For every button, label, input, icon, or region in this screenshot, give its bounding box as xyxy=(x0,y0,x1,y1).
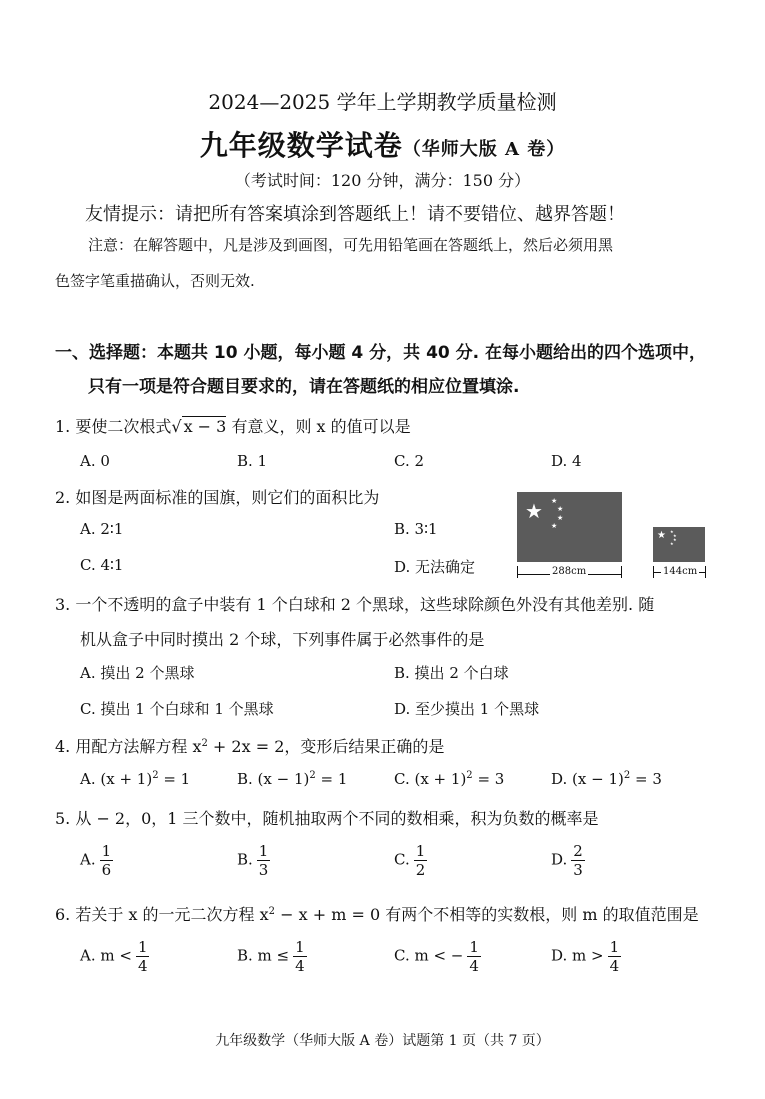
q2-option-b: B. 3∶1 xyxy=(394,520,438,538)
edition-label: （华师大版 A 卷） xyxy=(402,139,566,160)
q5-option-a: A. $\frac{1}{6}$ xyxy=(80,842,112,879)
q1-option-c: C. 2 xyxy=(394,452,425,470)
q3-option-c: C. 摸出 1 个白球和 1 个黑球 xyxy=(80,700,274,718)
q4-option-a: A. $(x + 1)^2 = 1$ xyxy=(80,770,191,788)
dimension-tick xyxy=(705,566,706,578)
q5-option-c: C. $\frac{1}{2}$ xyxy=(394,842,426,879)
flag-large xyxy=(517,492,622,562)
flag-large-width: 288cm xyxy=(552,566,587,577)
page-footer: 九年级数学（华师大版 A 卷）试题第 1 页（共 7 页） xyxy=(215,1033,550,1049)
question-3-stem-line-1: 3. 一个不透明的盒子中装有 1 个白球和 2 个黑球，这些球除颜色外没有其他差别. 随 xyxy=(55,595,655,614)
question-1-stem: 1. 要使二次根式√ x − 3 有意义，则 x 的值可以是 xyxy=(55,417,411,436)
question-3-stem-line-2: 机从盒子中同时摸出 2 个球，下列事件属于必然事件的是 xyxy=(80,630,485,649)
q4-option-b: B. $(x - 1)^2 = 1$ xyxy=(237,770,348,788)
question-5-stem: 5. 从 − 2，0，1 三个数中，随机抽取两个不同的数相乘，积为负数的概率是 xyxy=(55,809,599,828)
q3-option-b: B. 摸出 2 个白球 xyxy=(394,664,509,682)
q2-option-d: D. 无法确定 xyxy=(394,558,476,576)
star-icon: ★ xyxy=(670,541,674,546)
q3-option-a: A. 摸出 2 个黑球 xyxy=(80,664,195,682)
star-icon: ★ xyxy=(551,522,558,530)
star-icon: ★ xyxy=(557,505,564,513)
exam-period: 2024—2025 学年上学期教学质量检测 xyxy=(208,90,557,114)
star-icon: ★ xyxy=(673,533,677,538)
section-instruction: 只有一项是符合题目要求的，请在答题纸的相应位置填涂. xyxy=(88,377,520,397)
question-6-stem: 6. 若关于 x 的一元二次方程 $x^2 - x + m = 0$ 有两个不相等的实数根，则 m 的取值范围是 xyxy=(55,905,699,924)
q3-option-d: D. 至少摸出 1 个黑球 xyxy=(394,700,540,718)
q1-option-a: A. 0 xyxy=(80,452,110,470)
q4-option-d: D. $(x - 1)^2 = 3$ xyxy=(551,770,662,788)
page-title xyxy=(0,124,765,164)
q2-option-c: C. 4∶1 xyxy=(80,556,124,574)
q4-option-c: C. $(x + 1)^2 = 3$ xyxy=(394,770,505,788)
sqrt-sign: √ xyxy=(171,417,182,436)
question-2-stem: 2. 如图是两面标准的国旗，则它们的面积比为 xyxy=(55,488,380,507)
q2-option-a: A. 2∶1 xyxy=(80,520,124,538)
flag-small-width: 144cm xyxy=(663,566,698,577)
star-icon: ★ xyxy=(657,530,666,541)
title-text: 九年级数学试卷 xyxy=(199,129,403,162)
q1-option-b: B. 1 xyxy=(237,452,268,470)
star-icon: ★ xyxy=(557,514,564,522)
note-line-1: 注意：在解答题中，凡是涉及到画图，可先用铅笔画在答题纸上，然后必须用黑 xyxy=(88,236,614,254)
star-icon: ★ xyxy=(673,537,677,542)
q5-option-b: B. $\frac{1}{3}$ xyxy=(237,842,269,879)
section-heading: 一、选择题：本题共 10 小题，每小题 4 分，共 40 分. 在每小题给出的四个选项中， xyxy=(55,343,707,363)
flag-small xyxy=(653,527,705,562)
q6-option-a: A. m < $\frac{1}{4}$ xyxy=(80,938,148,975)
q6-option-d: D. m > $\frac{1}{4}$ xyxy=(551,938,620,975)
q5-option-d: D. $\frac{2}{3}$ xyxy=(551,842,583,879)
time-score: （考试时间：120 分钟，满分：150 分） xyxy=(234,171,531,190)
note-line-2: 色签字笔重描确认，否则无效. xyxy=(55,272,255,290)
question-4-stem: 4. 用配方法解方程 $x^2 + 2x = 2$，变形后结果正确的是 xyxy=(55,737,445,756)
q1-option-d: D. 4 xyxy=(551,452,582,470)
q6-option-b: B. m ≤ $\frac{1}{4}$ xyxy=(237,938,305,975)
star-icon: ★ xyxy=(670,529,674,534)
star-icon: ★ xyxy=(525,499,543,523)
friendly-tip: 友情提示：请把所有答案填涂到答题纸上！请不要错位、越界答题！ xyxy=(85,204,625,225)
star-icon: ★ xyxy=(551,497,558,505)
radicand: x − 3 xyxy=(183,417,227,436)
q6-option-c: C. m < − $\frac{1}{4}$ xyxy=(394,938,479,975)
